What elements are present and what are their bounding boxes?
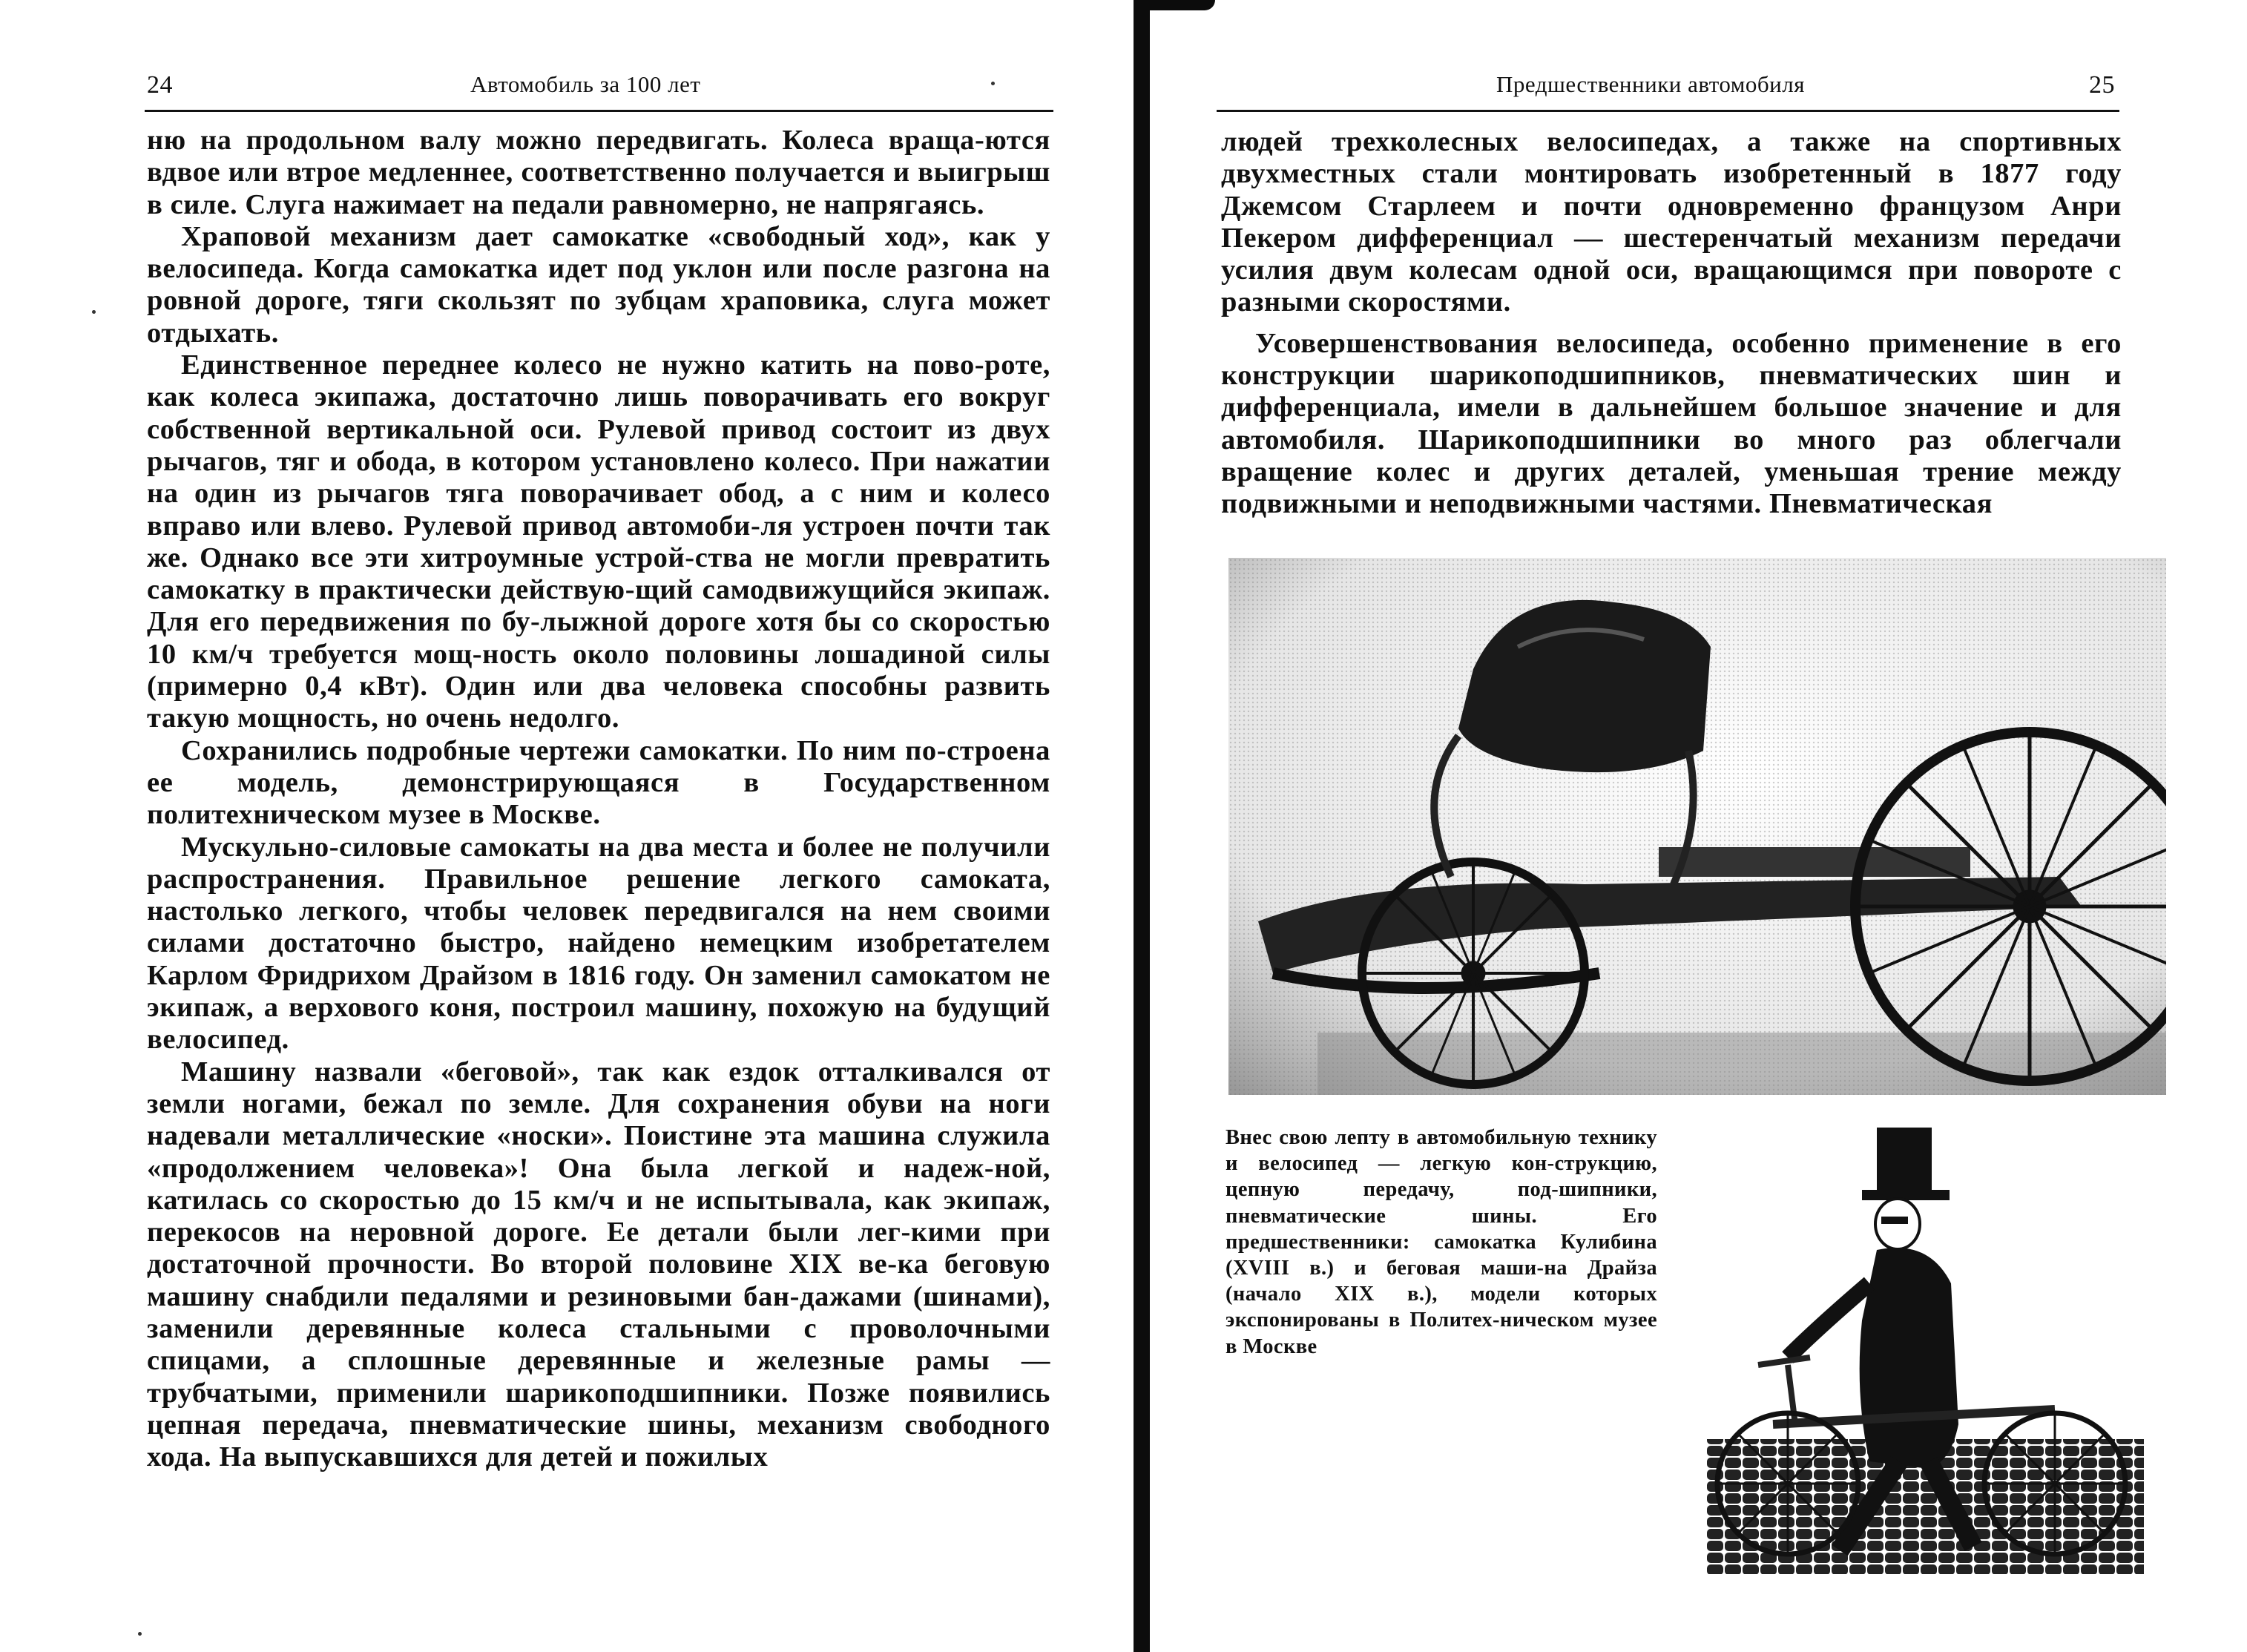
page-number-right: 25 xyxy=(2089,71,2115,99)
paragraph: Храповой механизм дает самокатке «свободный ход», как у велосипеда. Когда самокатка идет под уклон или после разгона на ровной дороге, тяги скользят по зубцам храповика, слуга может отдыхать. xyxy=(147,220,1050,349)
kulibin-carriage-illustration xyxy=(1228,558,2166,1095)
header-rule-right xyxy=(1217,110,2119,112)
scan-speck xyxy=(138,1632,142,1636)
right-body-text xyxy=(1221,126,2122,521)
scan-speck xyxy=(92,310,96,314)
paragraph: людей трехколесных велосипедах, а также на спортивных двухместных стали монтировать изобретенный в 1877 году Джемсом Старлеем и почти одновременно французом Анри Пекером дифференциал — шестеренчатый механизм передачи усилия двум колесам одной оси, вращающимся при повороте с разными скоростями. xyxy=(1221,126,2122,318)
paragraph: Единственное переднее колесо не нужно катить на пово-роте, как колеса экипажа, достаточно лишь поворачивать его вокруг собственной вертикальной оси. Рулевой привод состоит из двух рычагов, тяг и обода, в котором установлено колесо. При нажатии на один из рычагов тяга поворачивает обод, а с ним и колесо вправо или влево. Рулевой привод автомоби-ля устроен почти так же. Однако все эти хитроумные устрой-ства не могли превратить самокатку в практически действую-щий самодвижущийся экипаж. Для его передвижения по бу-лыжной дороге хотя бы со скоростью 10 км/ч требуется мощ-ность около половины лошадиной силы (примерно 0,4 кВт). Один или два человека способны развить такую мощность, но очень недолго. xyxy=(147,349,1050,734)
left-body-text xyxy=(147,125,1050,1473)
paragraph: Усовершенствования велосипеда, особенно применение в его конструкции шарикоподшипников, пневматических шин и дифференциала, имели в дальнейшем большое значение и для автомобиля. Шарикоподшипники во много раз облегчали вращение колес и других деталей, уменьшая трение между подвижными и неподвижными частями. Пневматическая xyxy=(1221,327,2122,520)
running-head-left: Автомобиль за 100 лет xyxy=(470,71,701,97)
scan-speck xyxy=(991,82,995,85)
header-rule-left xyxy=(145,110,1053,112)
running-head-right: Предшественники автомобиля xyxy=(1496,71,1805,97)
drais-running-machine-illustration xyxy=(1706,1113,2144,1574)
page-number-left: 24 xyxy=(147,71,173,99)
paragraph: Машину назвали «беговой», так как ездок отталкивался от земли ногами, бежал по земле. Для сохранения обуви на ноги надевали металлические «носки». Поистине эта машина служила «продолжением человека»! Она была легкой и надеж-ной, катилась со скоростью до 15 км/ч и не испытывала, как экипаж, перекосов на неровной дороге. Ее детали были лег-кими при достаточной прочности. Во второй половине XIX ве-ка беговую машину снабдили педалями и резиновыми бан-дажами (шинами), заменили деревянные колеса стальными с проволочными спицами, а сплошные деревянные и железные рамы — трубчатыми, применили шарикоподшипники. Позже появились цепная передача, пневматические шины, механизм свободного хода. На выпускавшихся для детей и пожилых xyxy=(147,1056,1050,1473)
paragraph: Мускульно-силовые самокаты на два места и более не получили распространения. Правильное решение легкого самоката, настолько легкого, чтобы человек передвигался на нем своими силами достаточно быстро, найдено немецким изобретателем Карлом Фридрихом Драйзом в 1816 году. Он заменил самокатом не экипаж, а верхового коня, построил машину, похожую на будущий велосипед. xyxy=(147,831,1050,1056)
figure-caption: Внес свою лепту в автомобильную технику и велосипед — легкую кон-струкцию, цепную передачу, под-шипники, пневматические шины. Его предшественники: самокатка Кулибина (XVIII в.) и беговая маши-на Драйза (начало XIX в.), модели которых экспонированы в Политех-ническом музее в Москве xyxy=(1226,1126,1657,1358)
paragraph: Сохранились подробные чертежи самокатки. По ним по-строена ее модель, демонстрирующаяся в Государственном политехническом музее в Москве. xyxy=(147,734,1050,831)
paragraph: ню на продольном валу можно передвигать. Колеса враща-ются вдвое или втрое медленнее, соответственно получается и выигрыш в силе. Слуга нажимает на педали равномерно, не напрягаясь. xyxy=(147,125,1050,220)
